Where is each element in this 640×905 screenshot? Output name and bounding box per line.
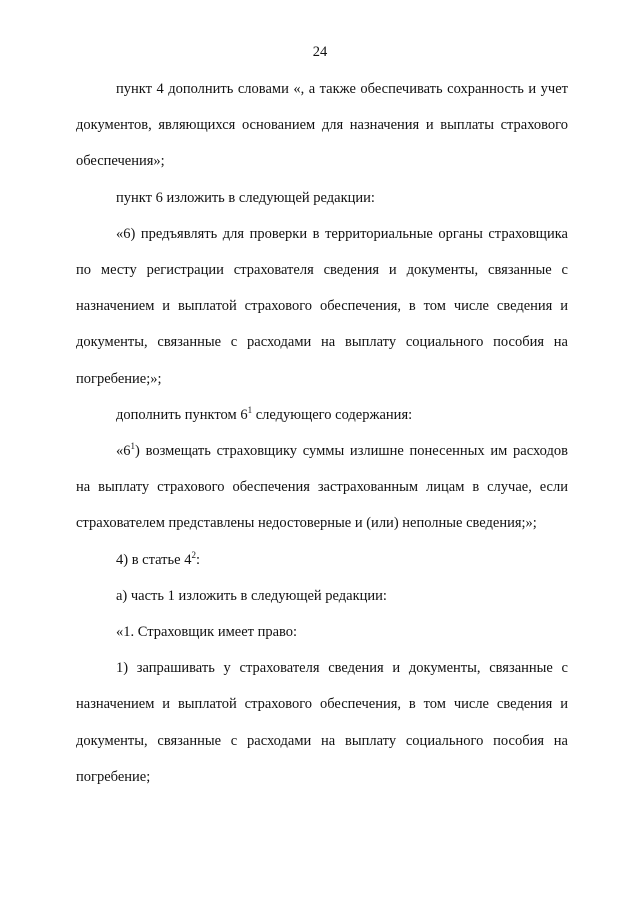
paragraph-text-part: следующего содержания: — [252, 406, 413, 423]
paragraph-text-part: «6 — [116, 443, 131, 460]
paragraph-part-1-header: а) часть 1 изложить в следующей редакции: — [116, 587, 387, 604]
paragraph-text-part: ) возмещать страховщику суммы излишне понесенных им расходов на выплату страхового обеспечения застрахованным лицам в случае, если страхователем представлены недостоверные и (или) неполные сведения;»; — [76, 443, 568, 532]
superscript: 1 — [130, 441, 135, 452]
paragraph-text-part: 4) в статье 4 — [116, 551, 192, 568]
paragraph-clause-6-1-header — [76, 397, 568, 433]
paragraph-clause-6-1-text — [76, 433, 568, 542]
page-number: 24 — [312, 44, 328, 60]
superscript: 2 — [191, 549, 196, 560]
paragraph-clause-6-header: пункт 6 изложить в следующей редакции: — [116, 189, 375, 206]
paragraph-text-part: : — [195, 551, 200, 568]
paragraph-right-1: 1) запрашивать у страхователя сведения и документы, связанные с назначением и выплатой страхового обеспечения, в том числе сведения и документы, связанные с расходами на выплату социального пособия на погребение; — [76, 660, 568, 785]
paragraph-article-4-2 — [76, 542, 568, 578]
paragraph-text-part: дополнить пунктом 6 — [116, 406, 248, 423]
paragraph-insurer-rights: «1. Страховщик имеет право: — [116, 624, 298, 641]
paragraph-clause-6-text: «6) предъявлять для проверки в территориальные органы страховщика по месту регистрации страхователя сведения и документы, связанные с назначением и выплатой страхового обеспечения, в том числе сведения и документы, связанные с расходами на выплату социального пособия на погребение;»; — [76, 225, 568, 387]
document-body — [76, 71, 568, 795]
superscript: 1 — [247, 404, 253, 415]
paragraph-clause-4-addition: пункт 4 дополнить словами «, а также обеспечивать сохранность и учет документов, являющихся основанием для назначения и выплаты страхового обеспечения»; — [76, 81, 568, 170]
